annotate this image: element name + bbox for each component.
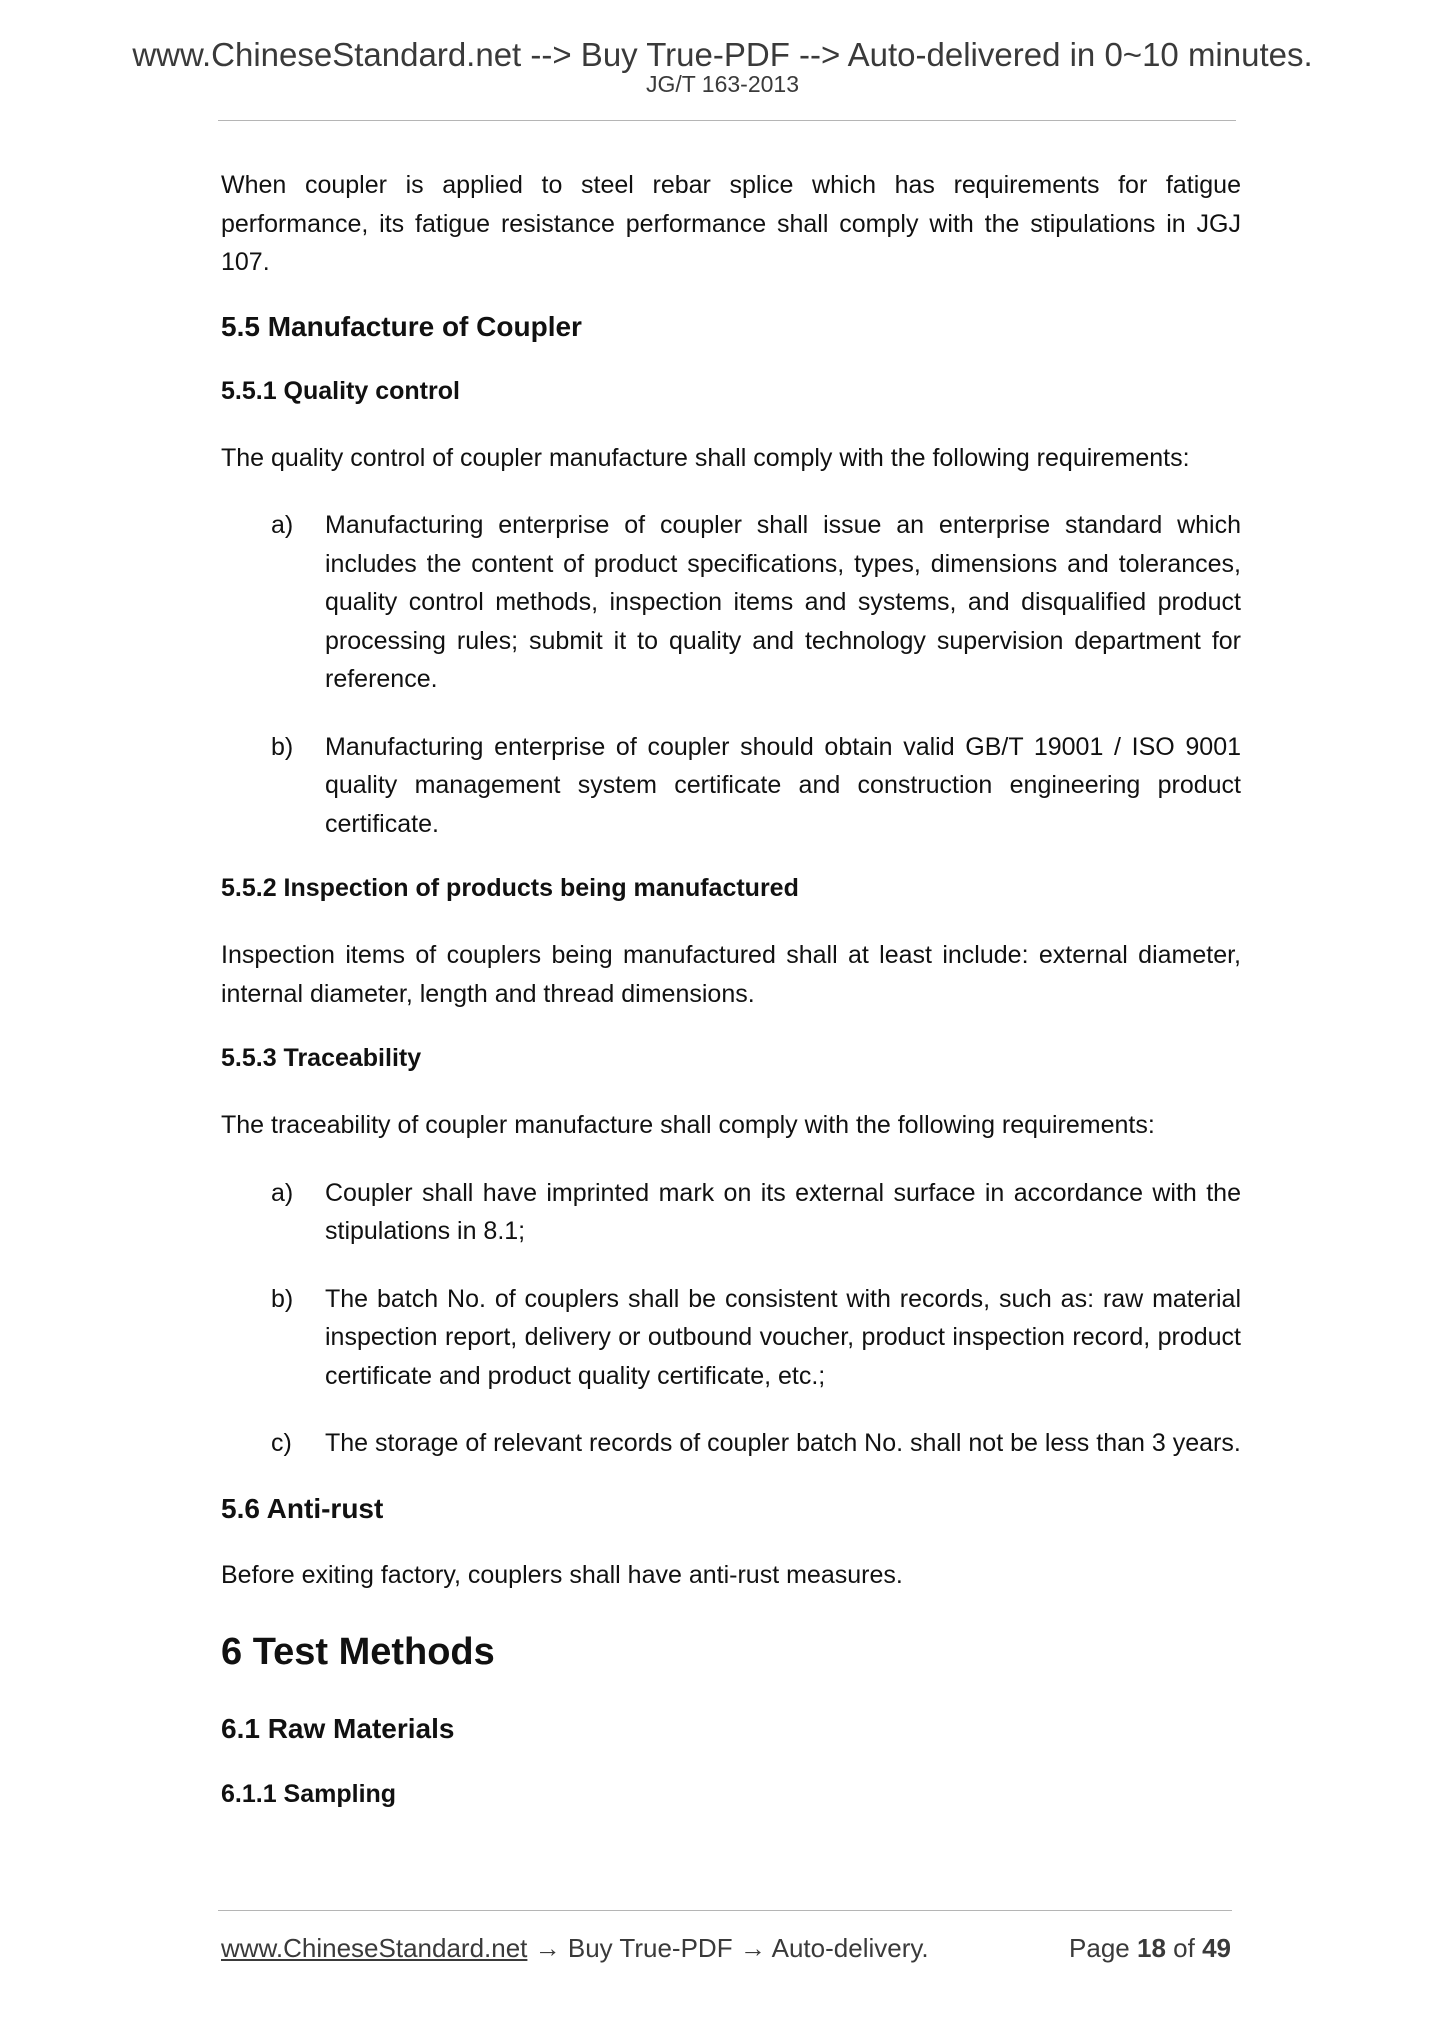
right-arrow-icon: → (534, 1933, 568, 1963)
header-divider (218, 120, 1236, 121)
chapter-6-heading: 6 Test Methods (221, 1631, 495, 1673)
list-item-text: Manufacturing enterprise of coupler should obtain valid GB/T 19001 / ISO 9001 quality management system certificate and construction engineering product certificate. (325, 732, 1241, 838)
top-banner: www.ChineseStandard.net --> Buy True-PDF --> Auto-delivered in 0~10 minutes. (132, 36, 1313, 73)
traceability-lead: The traceability of coupler manufacture shall comply with the following requirements: (221, 1111, 1155, 1139)
list-item (271, 1174, 1241, 1251)
section-6-1-heading: 6.1 Raw Materials (221, 1713, 455, 1744)
document-code: JG/T 163-2013 (645, 71, 799, 97)
list-item-text: The storage of relevant records of coupler batch No. shall not be less than 3 years. (325, 1429, 1241, 1457)
right-arrow-icon: → (739, 1933, 772, 1963)
page-content (221, 166, 1241, 1813)
total-pages: 49 (1202, 1933, 1231, 1963)
list-item (271, 506, 1241, 699)
list-marker: b) (271, 1284, 294, 1313)
page-number: 18 (1137, 1933, 1166, 1963)
footer-buy-text: Buy True-PDF (567, 1933, 733, 1963)
list-item-text: The batch No. of couplers shall be consistent with records, such as: raw material inspection report, delivery or outbound voucher, product inspection record, product certificate and product quality certificate, etc.; (325, 1284, 1241, 1390)
section-5-6-heading: 5.6 Anti-rust (221, 1492, 384, 1524)
section-5-5-heading: 5.5 Manufacture of Coupler (221, 310, 582, 342)
section-5-5-3-heading: 5.5.3 Traceability (221, 1044, 422, 1072)
inspection-paragraph: Inspection items of couplers being manufactured shall at least include: external diameter, internal diameter, length and thread dimensions. (221, 941, 1241, 1008)
list-item (271, 728, 1241, 844)
page-indicator (1069, 1933, 1231, 1964)
list-marker: c) (271, 1429, 292, 1457)
section-6-1-1-heading: 6.1.1 Sampling (221, 1780, 397, 1808)
anti-rust-paragraph: Before exiting factory, couplers shall have anti-rust measures. (221, 1560, 903, 1589)
quality-control-lead: The quality control of coupler manufacture shall comply with the following requirements: (221, 443, 1190, 472)
list-item-text: Coupler shall have imprinted mark on its external surface in accordance with the stipulations in 8.1; (325, 1178, 1241, 1245)
list-item (271, 1424, 1241, 1463)
page-label: Page (1069, 1933, 1130, 1963)
of-label: of (1173, 1933, 1195, 1963)
list-marker: a) (271, 1178, 294, 1207)
footer-site-link[interactable]: www.ChineseStandard.net (221, 1933, 528, 1963)
footer-auto-text: Auto-delivery. (771, 1933, 929, 1963)
list-item (271, 1280, 1241, 1396)
page-footer (221, 1933, 1231, 1969)
footer-divider (218, 1910, 1232, 1911)
list-item-text: Manufacturing enterprise of coupler shall issue an enterprise standard which includes the content of product specifications, types, dimensions and tolerances, quality control methods, inspection items and systems, and disqualified product processing rules; submit it to quality and technology supervision department for reference. (325, 511, 1241, 693)
section-5-5-1-heading: 5.5.1 Quality control (221, 376, 460, 405)
section-5-5-2-heading: 5.5.2 Inspection of products being manufactured (221, 874, 799, 902)
list-marker: a) (271, 511, 294, 539)
footer-promo (221, 1933, 929, 1964)
intro-paragraph: When coupler is applied to steel rebar splice which has requirements for fatigue performance, its fatigue resistance performance shall comply with the stipulations in JGJ 107. (221, 171, 1241, 276)
list-marker: b) (271, 732, 294, 761)
